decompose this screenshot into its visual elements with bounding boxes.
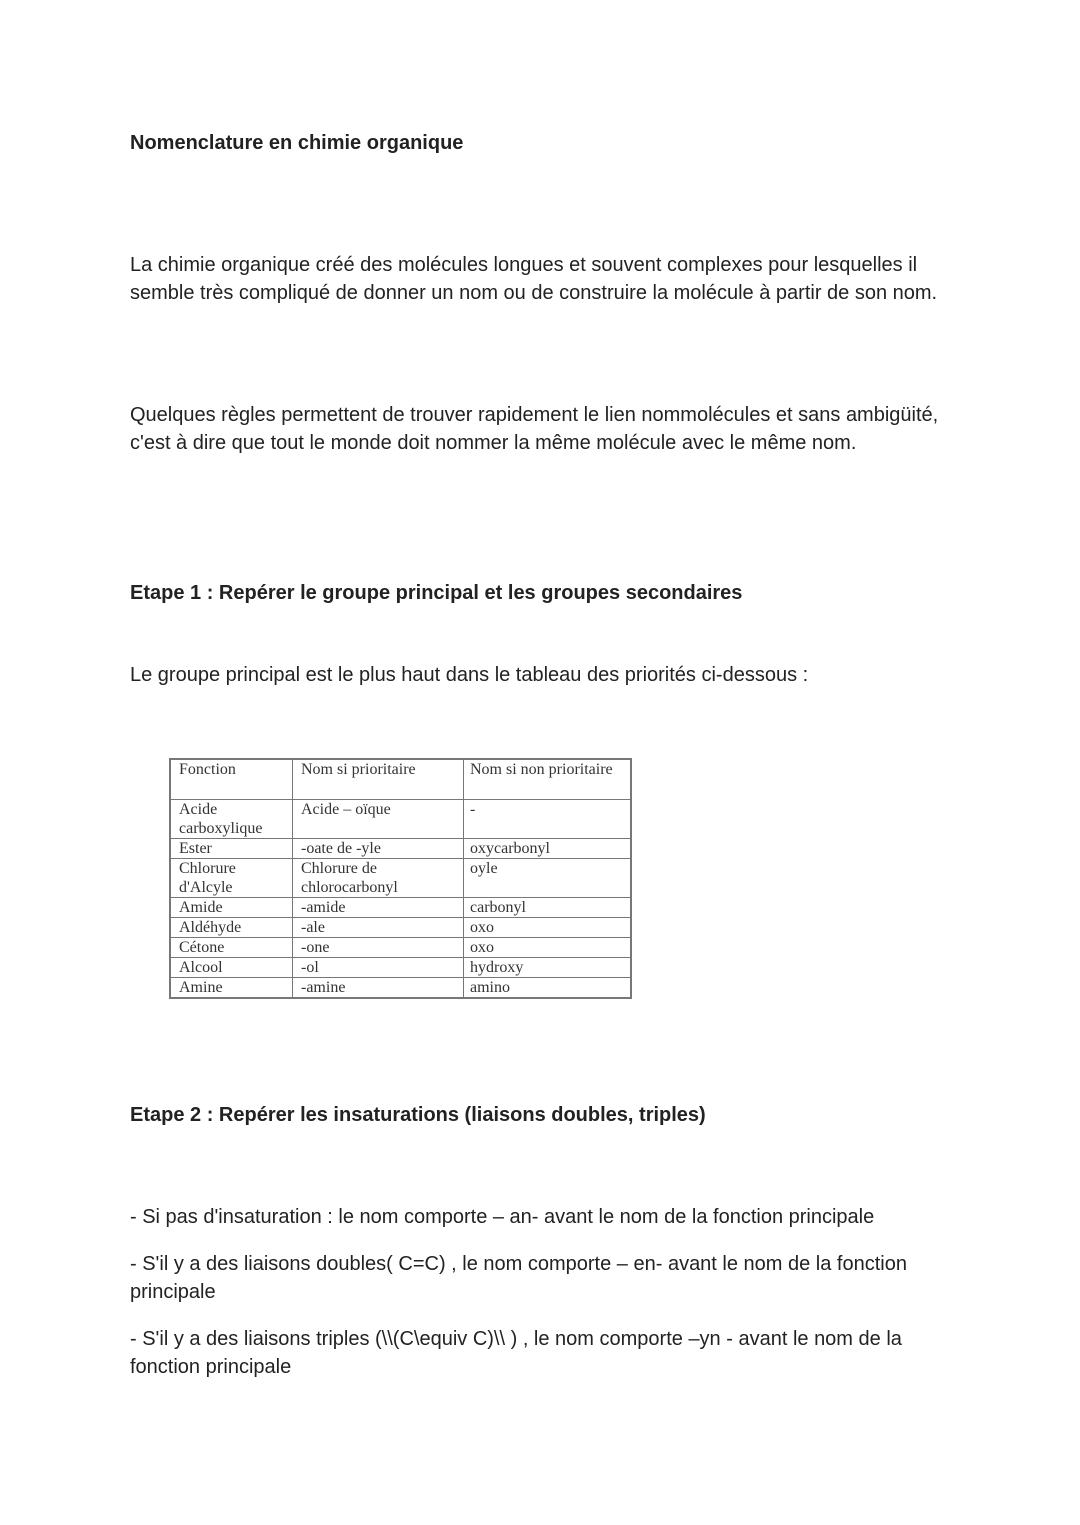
table-cell: Cétone — [170, 938, 293, 958]
step-1-heading: Etape 1 : Repérer le groupe principal et les groupes secondaires — [130, 582, 743, 604]
table-cell: amino — [464, 978, 632, 999]
header-cell-nom-non-prioritaire: Nom si non prioritaire — [464, 759, 632, 800]
table-row — [170, 958, 631, 978]
step-2-heading: Etape 2 : Repérer les insaturations (liaisons doubles, triples) — [130, 1104, 706, 1126]
table-cell: oxo — [464, 918, 632, 938]
table-row — [170, 839, 631, 859]
table-header-row — [170, 759, 631, 800]
table-cell: oxycarbonyl — [464, 839, 632, 859]
document-title: Nomenclature en chimie organique — [130, 132, 464, 154]
table-row — [170, 978, 631, 999]
table-cell: carbonyl — [464, 898, 632, 918]
intro-paragraph-2: Quelques règles permettent de trouver rapidement le lien nommolécules et sans ambigüité, c'est à dire que tout le monde doit nommer la même molécule avec le même nom. — [130, 404, 939, 454]
table-cell: -one — [293, 938, 464, 958]
table-cell: - — [464, 800, 632, 839]
table-cell: oxo — [464, 938, 632, 958]
step-1-text: Le groupe principal est le plus haut dans le tableau des priorités ci-dessous : — [130, 664, 809, 686]
header-cell-fonction: Fonction — [170, 759, 293, 800]
intro-paragraph-1: La chimie organique créé des molécules longues et souvent complexes pour lesquelles il semble très compliqué de donner un nom ou de construire la molécule à partir de son nom. — [130, 254, 938, 304]
table-cell: Acide carboxylique — [170, 800, 293, 839]
table-cell: Amine — [170, 978, 293, 999]
table-cell: Acide – oïque — [293, 800, 464, 839]
priority-table-wrapper — [169, 758, 632, 999]
table-cell: -amine — [293, 978, 464, 999]
table-row — [170, 918, 631, 938]
table-cell: Aldéhyde — [170, 918, 293, 938]
table-cell: -ol — [293, 958, 464, 978]
step-2-bullet-1: - Si pas d'insaturation : le nom comporte – an- avant le nom de la fonction principale — [130, 1206, 875, 1228]
table-cell: hydroxy — [464, 958, 632, 978]
table-cell: Amide — [170, 898, 293, 918]
table-row — [170, 800, 631, 839]
step-2-bullet-3: - S'il y a des liaisons triples (\\(C\equiv C)\\ ) , le nom comporte –yn - avant le nom de la fonction principale — [130, 1328, 902, 1378]
header-cell-nom-prioritaire: Nom si prioritaire — [293, 759, 464, 800]
priority-table — [169, 758, 632, 999]
table-cell: -ale — [293, 918, 464, 938]
table-cell: Alcool — [170, 958, 293, 978]
step-2-bullet-2: - S'il y a des liaisons doubles( C=C) , le nom comporte – en- avant le nom de la fonction principale — [130, 1253, 907, 1303]
table-row — [170, 898, 631, 918]
table-cell: Ester — [170, 839, 293, 859]
table-cell: Chlorure de chlorocarbonyl — [293, 859, 464, 898]
table-cell: Chlorure d'Alcyle — [170, 859, 293, 898]
table-cell: oyle — [464, 859, 632, 898]
table-row — [170, 938, 631, 958]
table-row — [170, 859, 631, 898]
table-cell: -oate de -yle — [293, 839, 464, 859]
table-cell: -amide — [293, 898, 464, 918]
